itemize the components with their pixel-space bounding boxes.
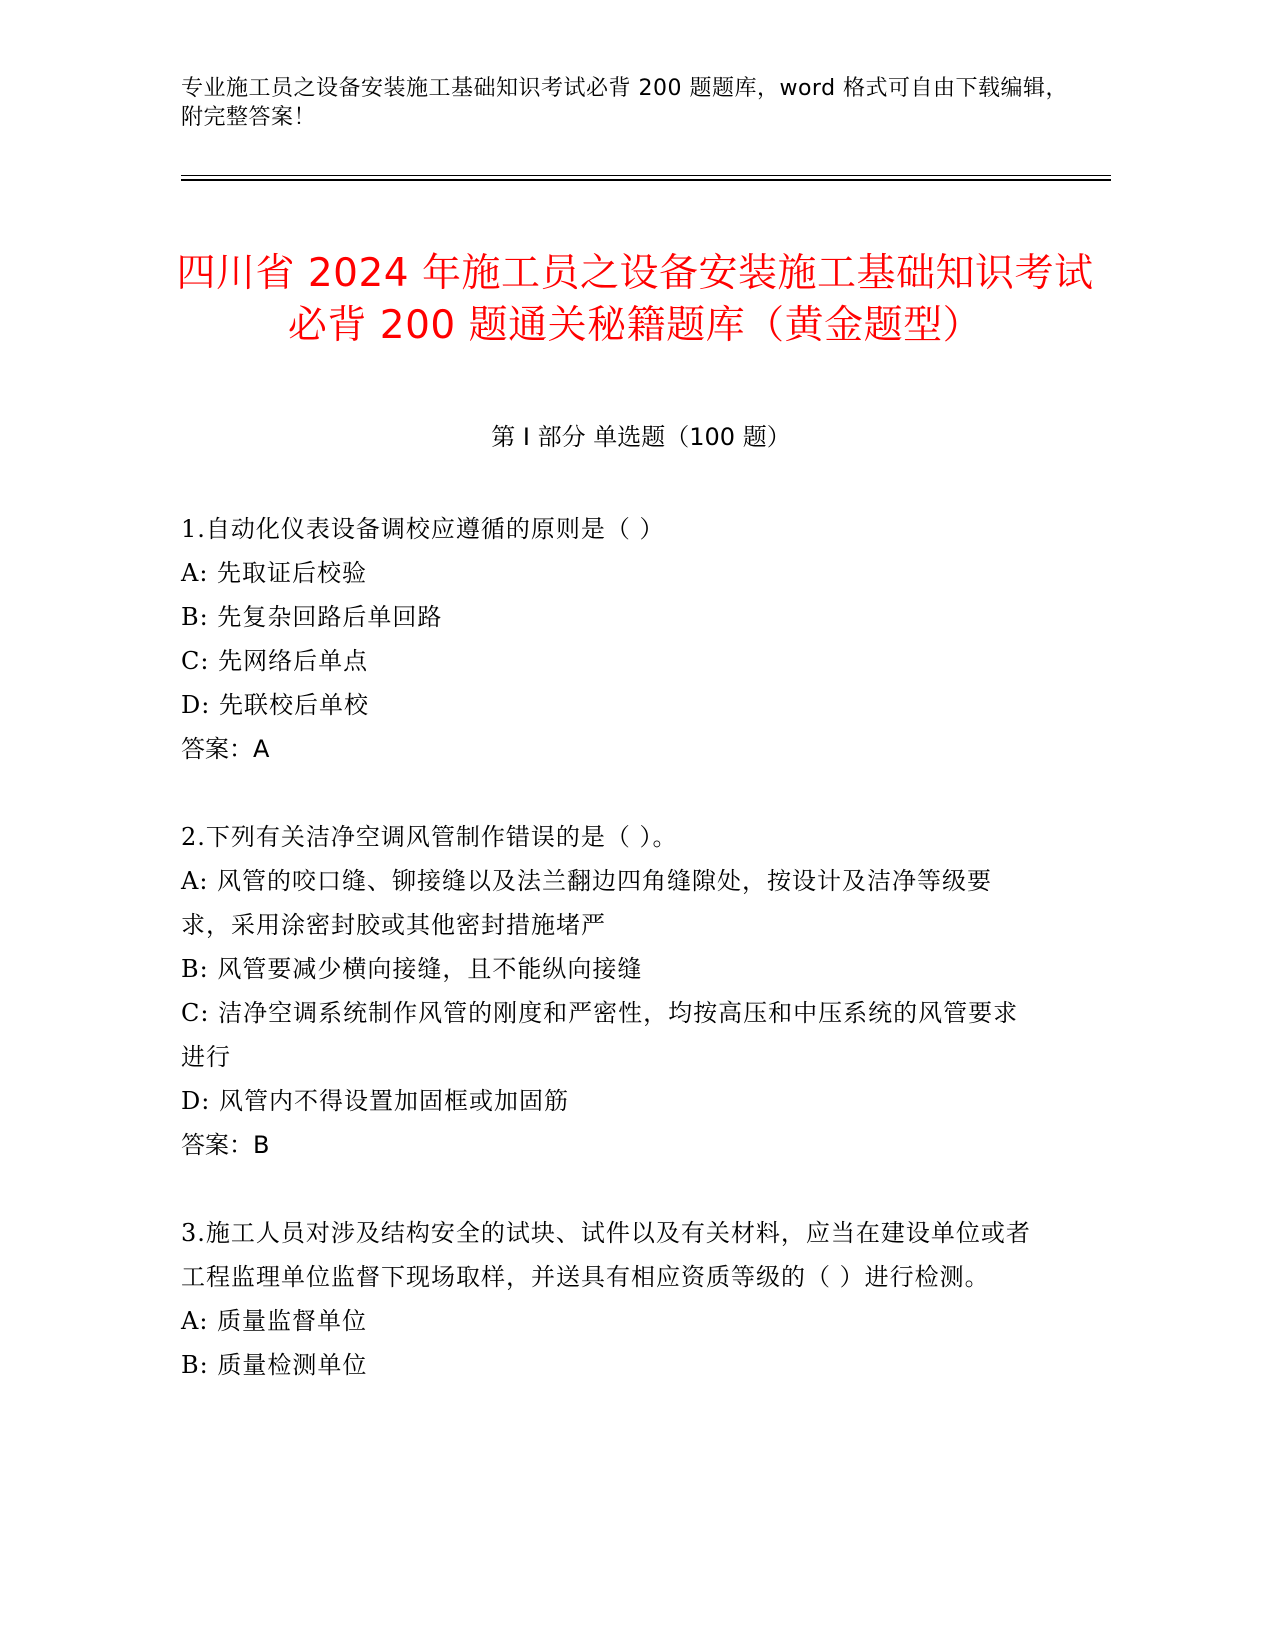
option-b: B: 风管要减少横向接缝，且不能纵向接缝 — [181, 955, 643, 983]
answer: 答案：A — [181, 735, 270, 763]
option-b: B: 先复杂回路后单回路 — [181, 603, 443, 631]
option-a: A: 风管的咬口缝、铆接缝以及法兰翻边四角缝隙处，按设计及洁净等级要求，采用涂密封胶或其他密封措施堵严 — [181, 867, 993, 939]
question-1 — [181, 507, 1041, 771]
option-d: D: 风管内不得设置加固框或加固筋 — [181, 1087, 569, 1115]
option-a: A: 先取证后校验 — [181, 559, 368, 587]
question-stem: 2.下列有关洁净空调风管制作错误的是（ ）。 — [181, 823, 678, 851]
option-b: B: 质量检测单位 — [181, 1351, 368, 1379]
question-stem: 1.自动化仪表设备调校应遵循的原则是（ ） — [181, 515, 665, 543]
header-divider-thick — [181, 179, 1111, 181]
option-d: D: 先联校后单校 — [181, 691, 369, 719]
answer: 答案：B — [181, 1131, 270, 1159]
section-title: 第 I 部分 单选题（100 题） — [491, 423, 791, 451]
document-title: 四川省 2024 年施工员之设备安装施工基础知识考试必背 200 题通关秘籍题库（黄金题型） — [176, 251, 1094, 349]
option-c: C: 先网络后单点 — [181, 647, 369, 675]
question-list — [181, 507, 1041, 1387]
question-2 — [181, 815, 1041, 1167]
option-c: C: 洁净空调系统制作风管的刚度和严密性，均按高压和中压系统的风管要求进行 — [181, 999, 1019, 1071]
option-a: A: 质量监督单位 — [181, 1307, 368, 1335]
question-3 — [181, 1211, 1041, 1387]
header-note: 专业施工员之设备安装施工基础知识考试必背 200 题题库，word 格式可自由下载编辑，附完整答案！ — [181, 76, 1069, 130]
question-stem: 3.施工人员对涉及结构安全的试块、试件以及有关材料，应当在建设单位或者工程监理单位监督下现场取样，并送具有相应资质等级的（ ）进行检测。 — [181, 1219, 1031, 1291]
header-divider-thin — [181, 175, 1111, 176]
